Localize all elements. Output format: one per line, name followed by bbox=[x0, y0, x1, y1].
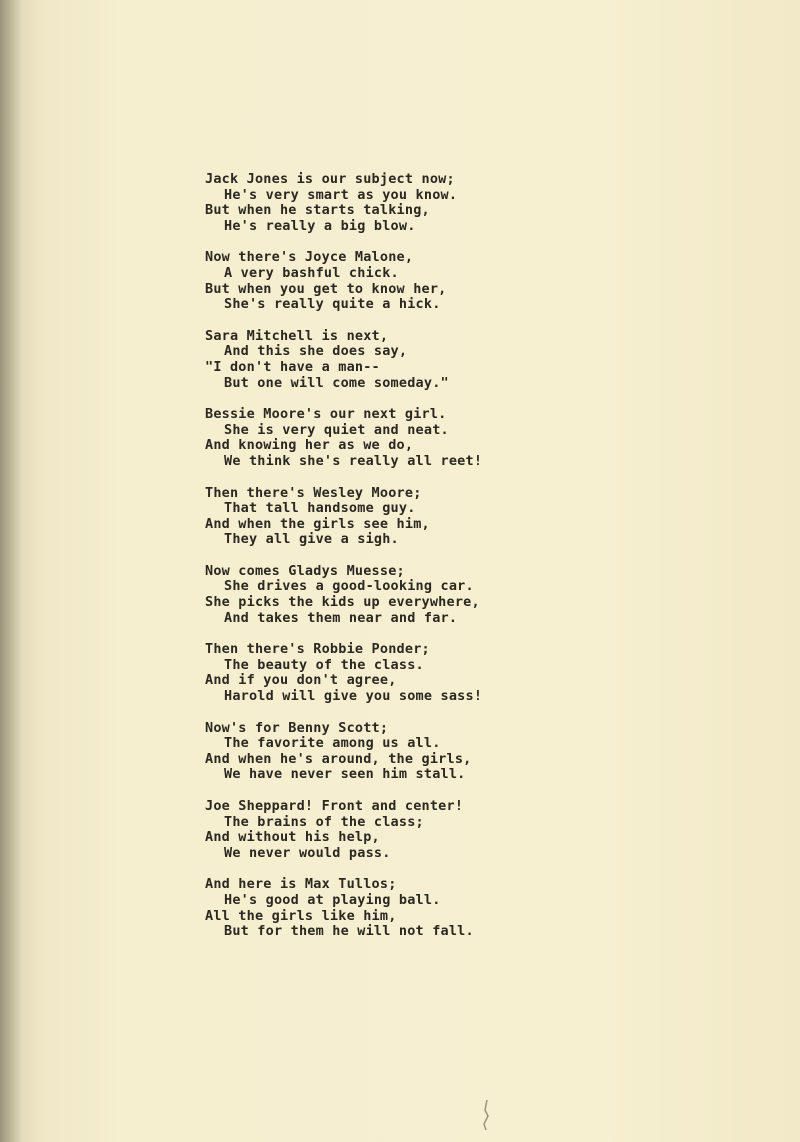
poem-line: We think she's really all reet! bbox=[224, 452, 483, 469]
stanza bbox=[205, 877, 545, 939]
page-edge-shadow bbox=[0, 0, 22, 1142]
poem-line: They all give a sigh. bbox=[224, 531, 399, 548]
poem-line: She drives a good-looking car. bbox=[224, 578, 474, 595]
poem-line: She picks the kids up everywhere, bbox=[205, 594, 480, 611]
pencil-smudge-mark bbox=[478, 1098, 494, 1132]
stanza bbox=[205, 407, 545, 469]
poem-line: But for them he will not fall. bbox=[224, 923, 474, 940]
stanza bbox=[205, 642, 545, 704]
poem-line: And takes them near and far. bbox=[224, 609, 458, 626]
poem-line: And when he's around, the girls, bbox=[205, 750, 472, 767]
poem-line: And when the girls see him, bbox=[205, 515, 430, 532]
poem-line: The brains of the class; bbox=[224, 813, 424, 830]
poem-line: And here is Max Tullos; bbox=[205, 876, 397, 893]
poem-line: Now comes Gladys Muesse; bbox=[205, 562, 405, 579]
poem-line: But when you get to know her, bbox=[205, 280, 447, 297]
poem-line: He's really a big blow. bbox=[224, 217, 416, 234]
stanza bbox=[205, 172, 545, 234]
poem-line: That tall handsome guy. bbox=[224, 500, 416, 517]
poem-line: But when he starts talking, bbox=[205, 202, 430, 219]
poem-line: The beauty of the class. bbox=[224, 656, 424, 673]
poem-line: Harold will give you some sass! bbox=[224, 688, 483, 705]
stanza bbox=[205, 486, 545, 548]
poem-line: Then there's Wesley Moore; bbox=[205, 484, 422, 501]
poem-line: And without his help, bbox=[205, 829, 380, 846]
poem-line: Now there's Joyce Malone, bbox=[205, 249, 414, 266]
poem bbox=[205, 172, 545, 956]
poem-line: Then there's Robbie Ponder; bbox=[205, 641, 430, 658]
stanza bbox=[205, 721, 545, 783]
poem-line: "I don't have a man-- bbox=[205, 358, 380, 375]
poem-line: But one will come someday." bbox=[224, 374, 449, 391]
poem-line: Sara Mitchell is next, bbox=[205, 327, 389, 344]
poem-line: We never would pass. bbox=[224, 844, 391, 861]
poem-line: He's very smart as you know. bbox=[224, 186, 458, 203]
stanza bbox=[205, 799, 545, 861]
poem-line: Joe Sheppard! Front and center! bbox=[205, 798, 464, 814]
poem-line: She's really quite a hick. bbox=[224, 296, 441, 313]
stanza bbox=[205, 250, 545, 312]
poem-line: Jack Jones is our subject now; bbox=[205, 171, 455, 187]
stanza bbox=[205, 329, 545, 391]
poem-line: And knowing her as we do, bbox=[205, 437, 414, 454]
poem-line: He's good at playing ball. bbox=[224, 891, 441, 908]
poem-line: Now's for Benny Scott; bbox=[205, 719, 389, 736]
poem-line: Bessie Moore's our next girl. bbox=[205, 406, 447, 423]
poem-line: We have never seen him stall. bbox=[224, 766, 466, 783]
poem-line: The favorite among us all. bbox=[224, 735, 441, 752]
poem-line: And if you don't agree, bbox=[205, 672, 397, 689]
poem-line: A very bashful chick. bbox=[224, 264, 399, 281]
poem-line: She is very quiet and neat. bbox=[224, 421, 449, 438]
poem-line: And this she does say, bbox=[224, 343, 408, 360]
stanza bbox=[205, 564, 545, 626]
poem-line: All the girls like him, bbox=[205, 907, 397, 924]
